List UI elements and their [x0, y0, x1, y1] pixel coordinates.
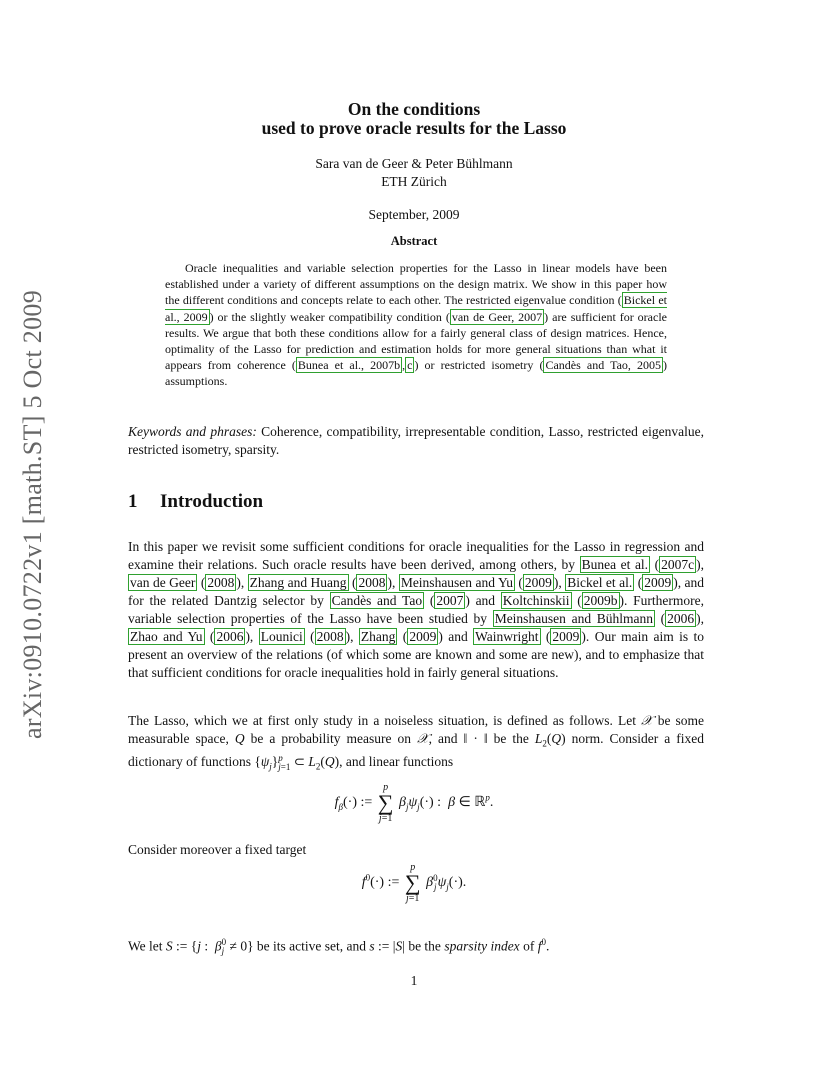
section-number: 1 [128, 491, 138, 512]
citation-link[interactable]: Koltchinskii [502, 593, 570, 608]
affiliation: ETH Zürich [381, 174, 447, 189]
section-heading [128, 491, 263, 513]
citation-link[interactable]: 2009 [552, 629, 580, 644]
intro-text: and [469, 593, 501, 608]
citation-link[interactable]: Bickel et al., 2009 [165, 293, 668, 324]
citation-link[interactable]: Zhang and Huang [249, 575, 347, 590]
consider-paragraph: Consider moreover a fixed target [128, 842, 307, 857]
citation-link[interactable]: Bunea et al., 2007b [297, 358, 401, 373]
citation-link[interactable]: Zhang [360, 629, 396, 644]
citation-link[interactable]: Lounici [260, 629, 303, 644]
keywords [128, 423, 704, 459]
arxiv-identifier: arXiv:0910.0722v1 [math.ST] 5 Oct 2009 [18, 290, 47, 740]
citation-link[interactable]: van de Geer, 2007 [451, 309, 543, 324]
citation-link[interactable]: 2009 [644, 575, 672, 590]
abstract-text: ) or restricted isometry ( [414, 358, 544, 373]
lasso-text: be a probability measure on [244, 731, 418, 746]
section-title: Introduction [160, 491, 264, 512]
citation-link[interactable]: Meinshausen and Yu [400, 575, 513, 590]
citation-link[interactable]: 2007c [661, 557, 695, 572]
citation-link[interactable]: 2009 [409, 629, 437, 644]
citation-link[interactable]: Candès and Tao, 2005 [545, 358, 662, 373]
citation-link[interactable]: 2008 [358, 575, 386, 590]
abstract-body: Oracle inequalities and variable selection properties for the Lasso in linear models have been established under a variety of different assumptions on the design matrix. We show in this paper how the different conditions and concepts relate to each other. The restricted eigenvalue condition ( Bickel et al., 2009 ) or the slightly weaker compatibility condition ( van de Geer, 2007 ) are sufficient for oracle results. We argue that both these conditions allow for a fairly general class of design matrices. Hence, optimality of the Lasso for prediction and estimation holds for more general situations than what it appears from coherence ( Bunea et al., 2007b , c ) or restricted isometry ( Candès and Tao, 2005 ) assumptions. [165, 261, 668, 389]
citation-link[interactable]: Meinshausen and Bühlmann [494, 611, 653, 626]
page-number: 1 [410, 973, 418, 988]
citation-link[interactable]: 2008 [207, 575, 235, 590]
abstract-heading: Abstract [390, 234, 438, 248]
keywords-list: Coherence, compatibility, irrepresentable condition, Lasso, restricted eigenvalue, restricted isometry, sparsity. [128, 424, 704, 457]
lasso-text: be some measurable space, [128, 713, 704, 746]
citation-link[interactable]: 2007 [436, 593, 464, 608]
intro-text: . Our main aim is to present an overview of the relations (of which some are known and some are new), and to emphasize that that sufficient conditions for oracle inequalities hold in fairly general situations. [128, 629, 705, 680]
abstract-text: ) are sufficient for oracle results. We argue that both these conditions allow for a fairly general class of design matrices. Hence, optimality of the Lasso for prediction and estimation holds for more general situations than what it appears from coherence ( [165, 309, 667, 373]
abstract-text: Oracle inequalities and variable selection properties for the Lasso in linear models have been established under a variety of different assumptions on the design matrix. We show in this paper how the different conditions and concepts relate to each other. The restricted eigenvalue condition ( [165, 261, 667, 308]
citation-link[interactable]: c [407, 358, 413, 373]
citation-link[interactable]: van de Geer [130, 575, 196, 590]
equation-linear-functions: $f_\beta(\cdot)$ := p ∑ j=1 $\beta_j\psi_j(\cdot)$ : β ∈ ℝ$^p$. [334, 782, 494, 824]
active-set-text: We let [128, 938, 166, 954]
abstract-text: ) assumptions. [165, 358, 668, 389]
summation-symbol: p ∑ j=1 [404, 862, 421, 904]
title-line-2: used to prove oracle results for the Lasso [261, 118, 567, 138]
active-set-text: be the [404, 938, 445, 954]
citation-link[interactable]: Bickel et al. [567, 575, 633, 590]
intro-text: . Furthermore, variable selection properties of the Lasso have been studied by [128, 593, 704, 626]
citation-link[interactable]: Wainwright [475, 629, 539, 644]
active-set-text: be its active set, and [253, 938, 370, 954]
intro-text: , and for the related Dantzig selector by [128, 575, 705, 608]
summation-symbol: p ∑ j=1 [377, 782, 394, 824]
date: September, 2009 [368, 207, 460, 222]
citation-link[interactable]: Bunea et al. [581, 557, 649, 572]
citation-link[interactable]: 2009 [524, 575, 552, 590]
citation-link[interactable]: 2009b [583, 593, 618, 608]
sparsity-index-term: sparsity index [444, 938, 520, 954]
lasso-text: , and linear functions [339, 753, 454, 769]
active-set-paragraph: We let S := {j : β0 j ≠ 0} be its active set, and s := |S| be the sparsity index of $f^0$. [128, 937, 550, 957]
authors: Sara van de Geer & Peter Bühlmann [315, 156, 513, 171]
title-line-1: On the conditions [347, 99, 481, 119]
citation-link[interactable]: 2006 [216, 629, 244, 644]
intro-text: In this paper we revisit some sufficient conditions for oracle inequalities for the Lasso in regression and examine their relations. Such oracle results have been derived, among others, by [128, 539, 704, 572]
abstract-text: ) or the slightly weaker compatibility condition ( [209, 309, 450, 324]
citation-link[interactable]: Candès and Tao [331, 593, 423, 608]
lasso-text: be the [487, 731, 535, 746]
lasso-text: The Lasso, which we at first only study in a noiseless situation, is defined as follows. Let [128, 713, 642, 728]
lasso-text: norm. Consider a fixed dictionary of functions [128, 731, 704, 769]
citation-link[interactable]: Zhao and Yu [130, 629, 203, 644]
keywords-label: Keywords and phrases: [128, 424, 257, 439]
intro-paragraph: In this paper we revisit some sufficient conditions for oracle inequalities for the Lasso in regression and examine their relations. Such oracle results have been derived, among others, by Bunea et al. ( 2007c ), van de Geer ( 2008 ), Zhang and Huang ( 2008 ), Meinshausen and Yu ( 2009 ), Bickel et al. ( 2009 ), and for the related Dantzig selector by Candès and Tao ( 2007 ) and Koltchinskii ( 2009b ). Furthermore, variable selection properties of the Lasso have been studied by Meinshausen and Bühlmann ( 2006 ), Zhao and Yu ( 2006 ), Lounici ( 2008 ), Zhang ( 2009 ) and Wainwright ( 2009 ). Our main aim is to present an overview of the relations (of which some are known and some are new), and to emphasize that that sufficient conditions for oracle inequalities hold in fairly general situations. [128, 539, 705, 680]
equation-target: $f^0(\cdot)$ := p ∑ j=1 β0 $j\psi_j(\cdot)$. [361, 862, 467, 904]
paper-title [0, 100, 828, 138]
citation-link[interactable]: 2006 [667, 611, 695, 626]
intro-text: and [442, 629, 474, 644]
lasso-paragraph: The Lasso, which we at first only study in a noiseless situation, is defined as follows. Let 𝒳 be some measurable space, Q be a probability measure on 𝒳, and ‖ · ‖ be the $L_2(Q)$ norm. Consider a fixed dictionary of functions $\{\psi_j\}p$ j=1 ⊂ $L_2(Q)$, and linear functions [128, 713, 704, 772]
lasso-text: , and [428, 731, 464, 746]
citation-link[interactable]: 2008 [316, 629, 344, 644]
active-set-text: of [519, 938, 538, 954]
